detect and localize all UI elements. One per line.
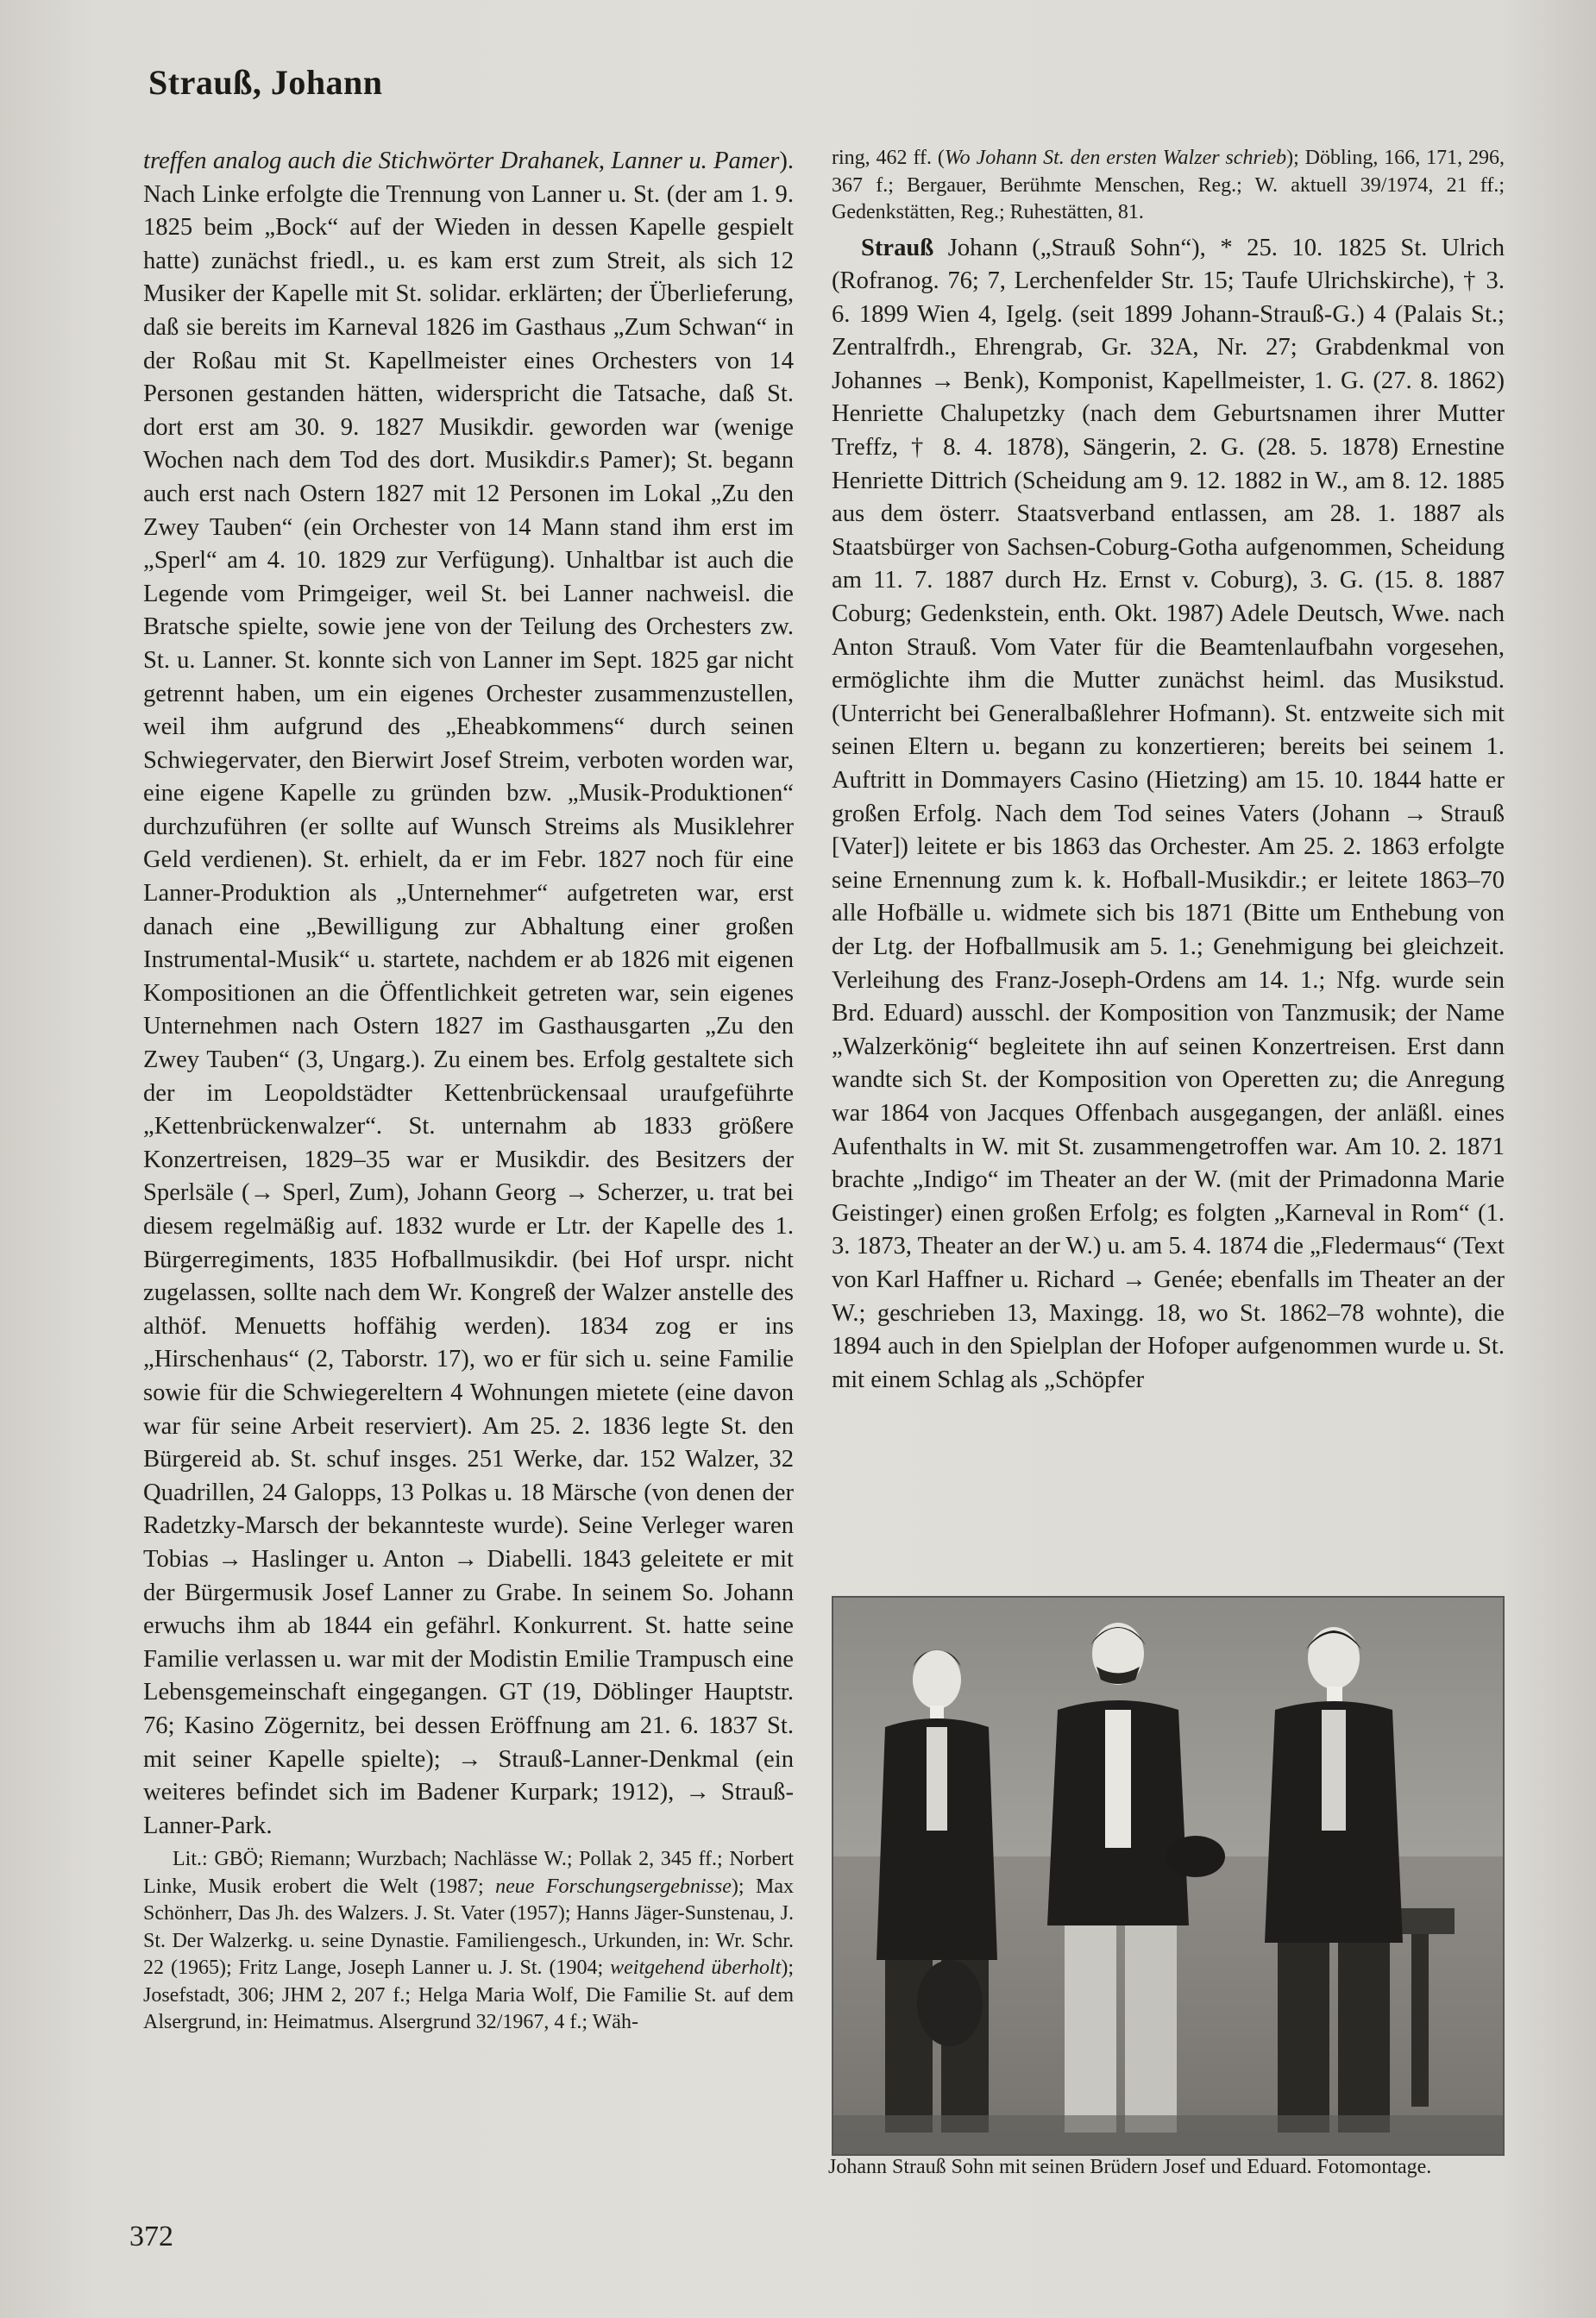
entry-headword: Strauß bbox=[861, 234, 934, 261]
lit-text-b: ); Max Schönherr, Das Jh. des Walzers. J. St. Vater (1957); Hanns Jäger-Sunstenau, J. St. Der Walzerkg. u. seine Dynastie. Familiengesch., Urkunden, in: Wr. Schr. 22 (1965); Fritz Lange, Joseph Lanner u. J. St. (1904; bbox=[143, 1875, 794, 1980]
lit-italic-b: weitgehend überholt bbox=[610, 1957, 782, 1980]
left-body-text: ). Nach Linke erfolgte die Trennung von Lanner u. St. (der am 1. 9. 1825 beim „Bock“ auf der Wieden in dessen Kapelle gespielt hatte) zunächst friedl., u. es kam erst zum Streit, als sich 12 Musiker der Kapelle mit St. solidar. erklärten; der Überlieferung, daß sie bereits im Karneval 1826 im Gasthaus „Zum Schwan“ in der Roßau mit St. Kapellmeister eines Orchesters von 14 Personen gestanden hätten, widerspricht die Tatsache, daß St. dort erst am 30. 9. 1827 Musikdir. geworden war (wenige Wochen nach dem Tod des dort. Musikdir.s Pamer); St. begann auch erst nach Ostern 1827 mit 12 Personen im Lokal „Zu den Zwey Tauben“ (ein Orchester von 14 Mann stand ihm erst im „Sperl“ am 4. 10. 1829 zur Verfügung). Unhaltbar ist auch die Legende vom Primgeiger, weil St. bei Lanner nachweisl. die Bratsche spielte, sowie jene von der Teilung des Orchesters zw. St. u. Lanner. St. konnte sich von Lanner im Sept. 1825 gar nicht getrennt haben, um ein eigenes Orchester zusammenzustellen, weil ihm aufgrund des „Eheabkommens“ durch seinen Schwiegervater, den Bierwirt Josef Streim, verboten worden war, eine eigene Kapelle zu gründen bzw. „Musik-Produktionen“ durchzuführen (er sollte auf Wunsch Streims als Musiklehrer Geld verdienen). St. erhielt, da er im Febr. 1827 noch für eine Lanner-Produktion als „Unternehmer“ aufgetreten war, erst danach eine „Bewilligung zur Abhaltung einer großen Instrumental-Musik“ u. startete, nachdem er ab 1826 mit eigenen Kompositionen an die Öffentlichkeit getreten war, sein eigenes Unternehmen nach Ostern 1827 im Gasthausgarten „Zu den Zwey Tauben“ (3, Ungarg.). Zu einem bes. Erfolg gestaltete sich der im Leopoldstädter Kettenbrückensaal uraufgeführte „Kettenbrückenwalzer“. St. unternahm ab 1833 größere Konzertreisen, 1829–35 war er Musikdir. des Besitzers der Sperlsäle (→ Sperl, Zum), Johann Georg → Scherzer, u. trat bei diesem regelmäßig auf. 1832 wurde er Ltr. der Kapelle des 1. Bürgerregiments, 1835 Hofballmusikdir. (bei Hof urspr. nicht zugelassen, sollte nach dem Wr. Kongreß der Walzer anstelle des althöf. Menuetts hoffähig werden). 1834 zog er ins „Hirschenhaus“ (2, Taborstr. 17), wo er für sich u. seine Familie sowie für die Schwiegereltern 4 Wohnungen mietete (eine davon war für seine Arbeit reserviert). Am 25. 2. 1836 legte St. den Bürgereid ab. St. schuf insges. 251 Werke, dar. 152 Walzer, 32 Quadrillen, 24 Galopps, 13 Polkas u. 18 Märsche (von denen der Radetzky-Marsch der bekannteste wurde). Seine Verleger waren Tobias → Haslinger u. Anton → Diabelli. 1843 geleitete er mit der Bürgermusik Josef Lanner zu Grabe. In seinem So. Johann erwuchs ihm ab 1844 ein gefährl. Konkurrent. St. hatte seine Familie verlassen u. war mit der Modistin Emilie Trampusch eine Lebensgemeinschaft eingegangen. GT (19, Döblinger Hauptstr. 76; Kasino Zögernitz, bei dessen Eröffnung am 21. 6. 1837 St. mit seiner Kapelle spielte); → Strauß-Lanner-Denkmal (ein weiteres befindet sich im Badener Kurpark; 1912), → Strauß-Lanner-Park. bbox=[143, 148, 794, 1839]
photo-caption: Johann Strauß Sohn mit seinen Brüdern Josef und Eduard. Fotomontage. bbox=[828, 2156, 1432, 2178]
entry-body-text: Johann („Strauß Sohn“), * 25. 10. 1825 St. Ulrich (Rofranog. 76; 7, Lerchenfelder Str. 15; Taufe Ulrichskirche), † 3. 6. 1899 Wien 4, Igelg. (seit 1899 Johann-Strauß-G.) 4 (Palais St.; Zentralfrdh., Ehrengrab, Gr. 32A, Nr. 27; Grabdenkmal von Johannes → Benk), Komponist, Kapellmeister, 1. G. (27. 8. 1862) Henriette Chalupetzky (nach dem Geburtsnamen ihrer Mutter Treffz, † 8. 4. 1878), Sängerin, 2. G. (28. 5. 1878) Ernestine Henriette Dittrich (Scheidung am 9. 12. 1882 in W., am 8. 12. 1885 aus dem österr. Staatsverband entlassen, am 28. 1. 1887 als Staatsbürger von Sachsen-Coburg-Gotha aufgenommen, Scheidung am 11. 7. 1887 durch Hz. Ernst v. Coburg), 3. G. (15. 8. 1887 Coburg; Gedenkstein, enth. Okt. 1987) Adele Deutsch, Wwe. nach Anton Strauß. Vom Vater für die Beamtenlaufbahn vorgesehen, ermöglichte ihm die Mutter zunächst heiml. das Musikstud. (Unterricht bei Generalbaßlehrer Hofmann). St. entzweite sich mit seinen Eltern u. begann zu konzertieren; bereits bei seinem 1. Auftritt in Dommayers Casino (Hietzing) am 15. 10. 1844 hatte er großen Erfolg. Nach dem Tod seines Vaters (Johann → Strauß [Vater]) leitete er bis 1863 das Orchester. Am 25. 2. 1863 erfolgte seine Ernennung zum k. k. Hofball-Musikdir.; er leitete 1863–70 alle Hofbälle u. widmete sich bis 1871 (Bitte um Enthebung von der Ltg. der Hofballmusik am 5. 1.; Genehmigung bei gleichzeit. Verleihung des Franz-Joseph-Ordens am 14. 1.; Nfg. wurde sein Brd. Eduard) ausschl. der Komposition von Tanzmusik; der Name „Walzerkönig“ begleitete ihn auf seinen Konzertreisen. Erst dann wandte sich St. der Komposition von Operetten zu; die Anregung war 1864 von Jacques Offenbach ausgegangen, der anläßl. eines Aufenthalts in W. mit St. zusammengetroffen war. Am 10. 2. 1871 brachte „Indigo“ im Theater an der W. (mit der Primadonna Marie Geistinger) einen großen Erfolg; es folgten „Karneval in Rom“ (1. 3. 1873, Theater an der W.) u. am 5. 4. 1874 die „Fledermaus“ (Text von Karl Haffner u. Richard → Genée; ebenfalls im Theater an der W.; geschrieben 13, Maxingg. 18, wo St. 1862–78 wohnte), die 1894 auch in den Spielplan der Hofoper aufgenommen wurde u. St. mit einem Schlag als „Schöpfer bbox=[832, 234, 1505, 1393]
lit-italic-a: neue Forschungsergebnisse bbox=[495, 1875, 732, 1898]
lit-text-c: ); Josefstadt, 306; JHM 2, 207 f.; Helga Maria Wolf, Die Familie St. auf dem Alsergrund, in: Heimatmus. Alsergrund 32/1967, 4 f.; Wäh- bbox=[143, 1957, 794, 2034]
entry-paragraph bbox=[832, 232, 1505, 1398]
left-opening-italic: treffen analog auch die Stichwörter Drahanek, Lanner u. Pamer bbox=[143, 148, 780, 174]
literature-note bbox=[143, 1846, 794, 2037]
photo-strauss-brothers bbox=[832, 1596, 1505, 2156]
right-column bbox=[832, 145, 1505, 1397]
photo-illustration bbox=[833, 1598, 1503, 2154]
left-column bbox=[143, 145, 794, 2037]
cont-text-a: ring, 462 ff. ( bbox=[832, 147, 945, 169]
left-body-paragraph bbox=[143, 145, 794, 1843]
lit-text-a: Lit.: GBÖ; Riemann; Wurzbach; Nachlässe W.; Pollak 2, 345 ff.; Norbert Linke, Musik erobert die Welt (1987; bbox=[143, 1848, 794, 1898]
cont-italic: Wo Johann St. den ersten Walzer schrieb bbox=[944, 147, 1287, 169]
page-number: 372 bbox=[129, 2221, 173, 2252]
cont-text-b: ); Döbling, 166, 171, 296, 367 f.; Bergauer, Berühmte Menschen, Reg.; W. aktuell 39/1974, 21 ff.; Gedenkstätten, Reg.; Ruhestätten, 81. bbox=[832, 147, 1505, 223]
page-header-title: Strauß, Johann bbox=[148, 63, 383, 102]
literature-continuation bbox=[832, 145, 1505, 227]
